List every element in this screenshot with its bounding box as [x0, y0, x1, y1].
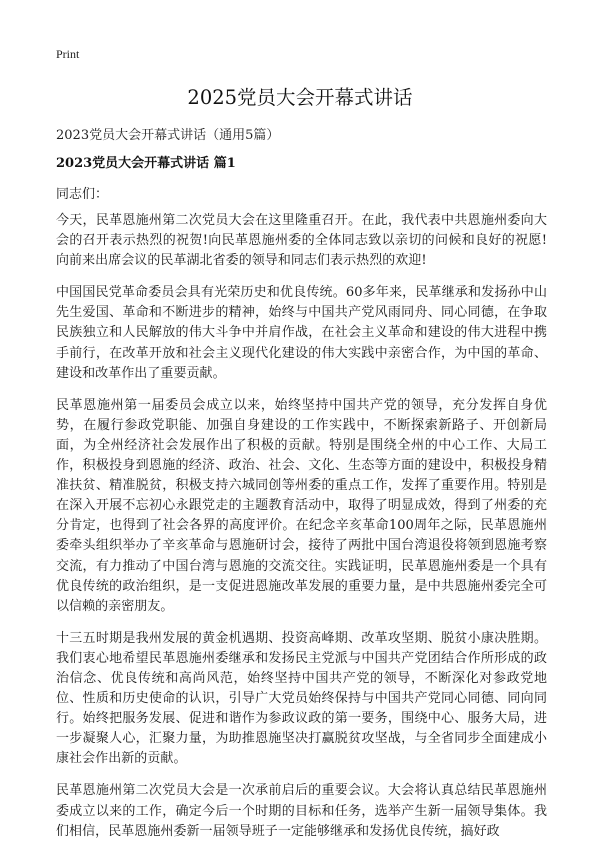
page-title: 2025党员大会开幕式讲话	[187, 86, 413, 109]
print-link[interactable]: Print	[56, 47, 80, 61]
body-paragraph: 中国国民党革命委员会具有光荣历史和优良传统。60多年来，民革继承和发扬孙中山先生爱国、革命和不断进步的精神，始终与中国共产党风雨同舟、同心同德，在争取民族独立和人民解放的伟大斗争中并肩作战，在社会主义革命和建设的伟大进程中携手前行，在改革开放和社会主义现代化建设的伟大实践中亲密合作，为中国的革命、建设和改革作出了重要贡献。	[56, 285, 547, 381]
document-subtitle: 2023党员大会开幕式讲话（通用5篇）	[56, 128, 280, 143]
body-paragraph: 今天，民革恩施州第二次党员大会在这里隆重召开。在此，我代表中共恩施州委向大会的召开表示热烈的祝贺!向民革恩施州委的全体同志致以亲切的问候和良好的祝愿!向前来出席会议的民革湖北省委的领导和同志们表示热烈的欢迎!	[56, 213, 547, 269]
salutation: 同志们：	[56, 187, 109, 202]
section-heading: 2023党员大会开幕式讲话 篇1	[56, 156, 236, 171]
body-paragraph: 民革恩施州第一届委员会成立以来，始终坚持中国共产党的领导，充分发挥自身优势，在履行参政党职能、加强自身建设的工作实践中，不断探索新路子、开创新局面，为全州经济社会发展作出了积极的贡献。特别是围绕全州的中心工作、大局工作，积极投身到恩施的经济、政治、社会、文化、生态等方面的建设中，积极投身精准扶贫、精准脱贫，积极支持六城同创等州委的重点工作，发挥了重要作用。特别是在深入开展不忘初心永跟党走的主题教育活动中，取得了明显成效，得到了州委的充分肯定，也得到了社会各界的高度评价。在纪念辛亥革命100周年之际，民革恩施州委牵头组织举办了辛亥革命与恩施研讨会，接待了两批中国台湾退役将领到恩施考察交流，有力推动了中国台湾与恩施的交流交往。实践证明，民革恩施州委是一个具有优良传统的政治组织，是一支促进恩施改革发展的重要力量，是中共恩施州委完全可以信赖的亲密朋友。	[56, 397, 547, 614]
speech-body	[56, 211, 547, 854]
body-paragraph: 十三五时期是我州发展的黄金机遇期、投资高峰期、改革攻坚期、脱贫小康决胜期。我们衷心地希望民革恩施州委继承和发扬民主党派与中国共产党团结合作所形成的政治信念、优良传统和高尚风范，始终坚持中国共产党的领导，不断深化对参政党地位、性质和历史使命的认识，引导广大党员始终保持与中国共产党同心同德、同向同行。始终把服务发展、促进和谐作为参政议政的第一要务，围绕中心、服务大局，进一步凝聚人心，汇聚力量，为助推恩施坚决打赢脱贫攻坚战，与全省同步全面建成小康社会作出新的贡献。	[56, 630, 547, 767]
body-paragraph: 民革恩施州第二次党员大会是一次承前启后的重要会议。大会将认真总结民革恩施州委成立以来的工作，确定今后一个时期的目标和任务，选举产生新一届领导集体。我们相信，民革恩施州委新一届领导班子一定能够继承和发扬优良传统，搞好政	[56, 783, 547, 839]
